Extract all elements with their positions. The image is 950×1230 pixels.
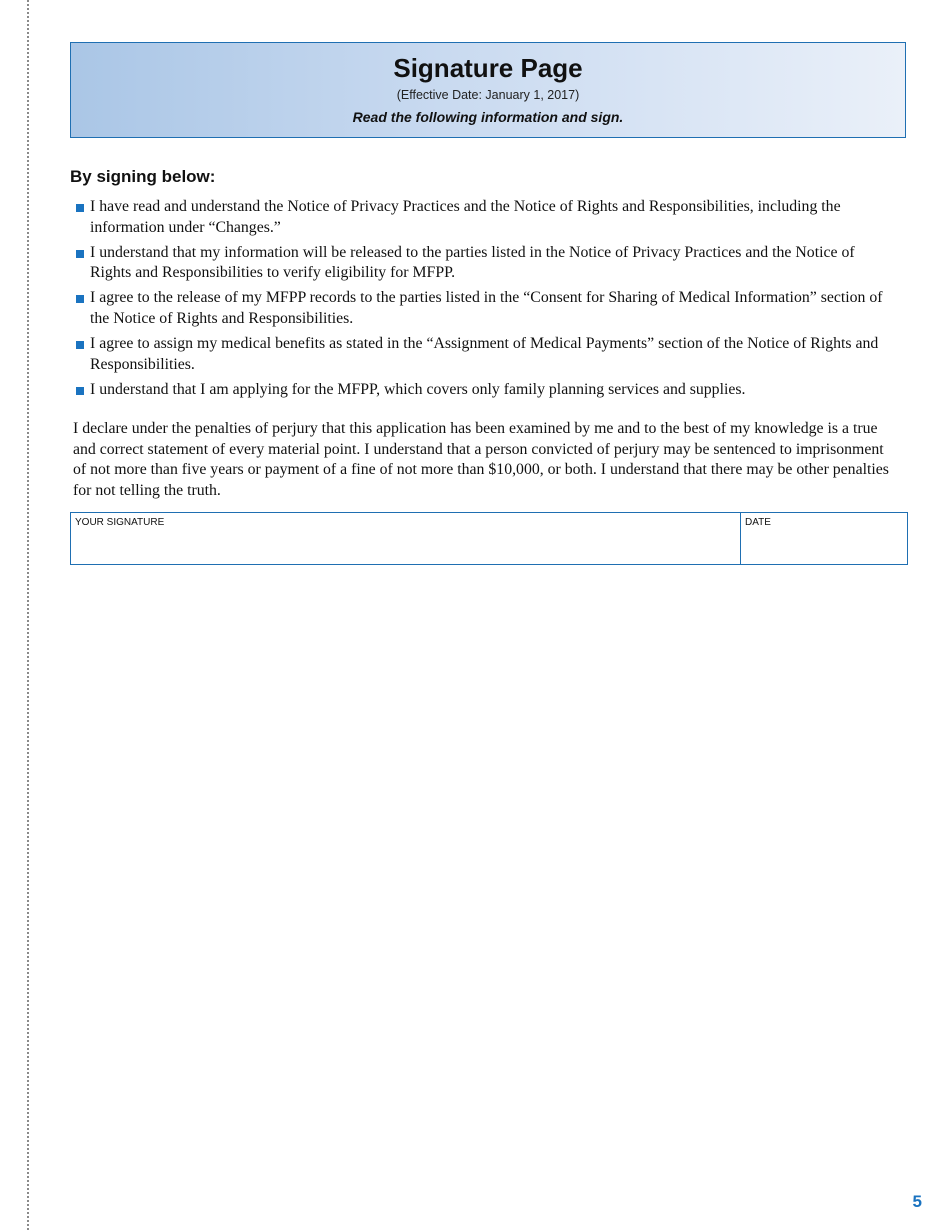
instruction-text: Read the following information and sign. bbox=[352, 109, 624, 125]
date-field[interactable] bbox=[741, 513, 907, 564]
list-item-text: I agree to the release of my MFPP records to the parties listed in the “Consent for Sharing of Medical Information” section of the Notice of Rights and Responsibilities. bbox=[90, 289, 883, 327]
square-bullet-icon bbox=[76, 204, 84, 212]
signature-input[interactable] bbox=[75, 531, 736, 560]
signature-label: YOUR SIGNATURE bbox=[75, 517, 165, 528]
perjury-declaration: I declare under the penalties of perjury that this application has been examined by me and to the best of my knowledge is a true and correct statement of every material point. I understand that a person convicted of perjury may be sentenced to imprisonment of not more than five years or payment of a fine of not more than $10,000, or both. I understand that there may be other penalties for not telling the truth. bbox=[73, 420, 889, 499]
list-item bbox=[76, 197, 896, 238]
list-item-text: I understand that I am applying for the MFPP, which covers only family planning services and supplies. bbox=[90, 380, 746, 398]
header-banner bbox=[70, 42, 906, 138]
signature-block bbox=[70, 512, 908, 565]
list-item-text: I agree to assign my medical benefits as stated in the “Assignment of Medical Payments” section of the Notice of Rights and Responsibilities. bbox=[90, 335, 879, 373]
square-bullet-icon bbox=[76, 387, 84, 395]
list-item bbox=[76, 243, 896, 284]
square-bullet-icon bbox=[76, 295, 84, 303]
list-item-text: I have read and understand the Notice of Privacy Practices and the Notice of Rights and Responsibilities, including the information under “Changes.” bbox=[90, 198, 841, 236]
list-item bbox=[76, 288, 896, 329]
agreement-list bbox=[76, 197, 896, 405]
section-heading: By signing below: bbox=[70, 167, 216, 186]
date-input[interactable] bbox=[745, 531, 903, 560]
page-title: Signature Page bbox=[393, 53, 583, 83]
square-bullet-icon bbox=[76, 250, 84, 258]
page-number: 5 bbox=[912, 1192, 922, 1211]
effective-date: (Effective Date: January 1, 2017) bbox=[396, 88, 580, 102]
date-label: DATE bbox=[745, 517, 771, 528]
list-item-text: I understand that my information will be released to the parties listed in the Notice of Privacy Practices and the Notice of Rights and Responsibilities to verify eligibility for MFPP. bbox=[90, 243, 855, 282]
square-bullet-icon bbox=[76, 341, 84, 349]
signature-field[interactable] bbox=[71, 513, 741, 564]
list-item bbox=[76, 334, 896, 375]
list-item bbox=[76, 380, 896, 401]
perforation-line bbox=[27, 0, 29, 1230]
